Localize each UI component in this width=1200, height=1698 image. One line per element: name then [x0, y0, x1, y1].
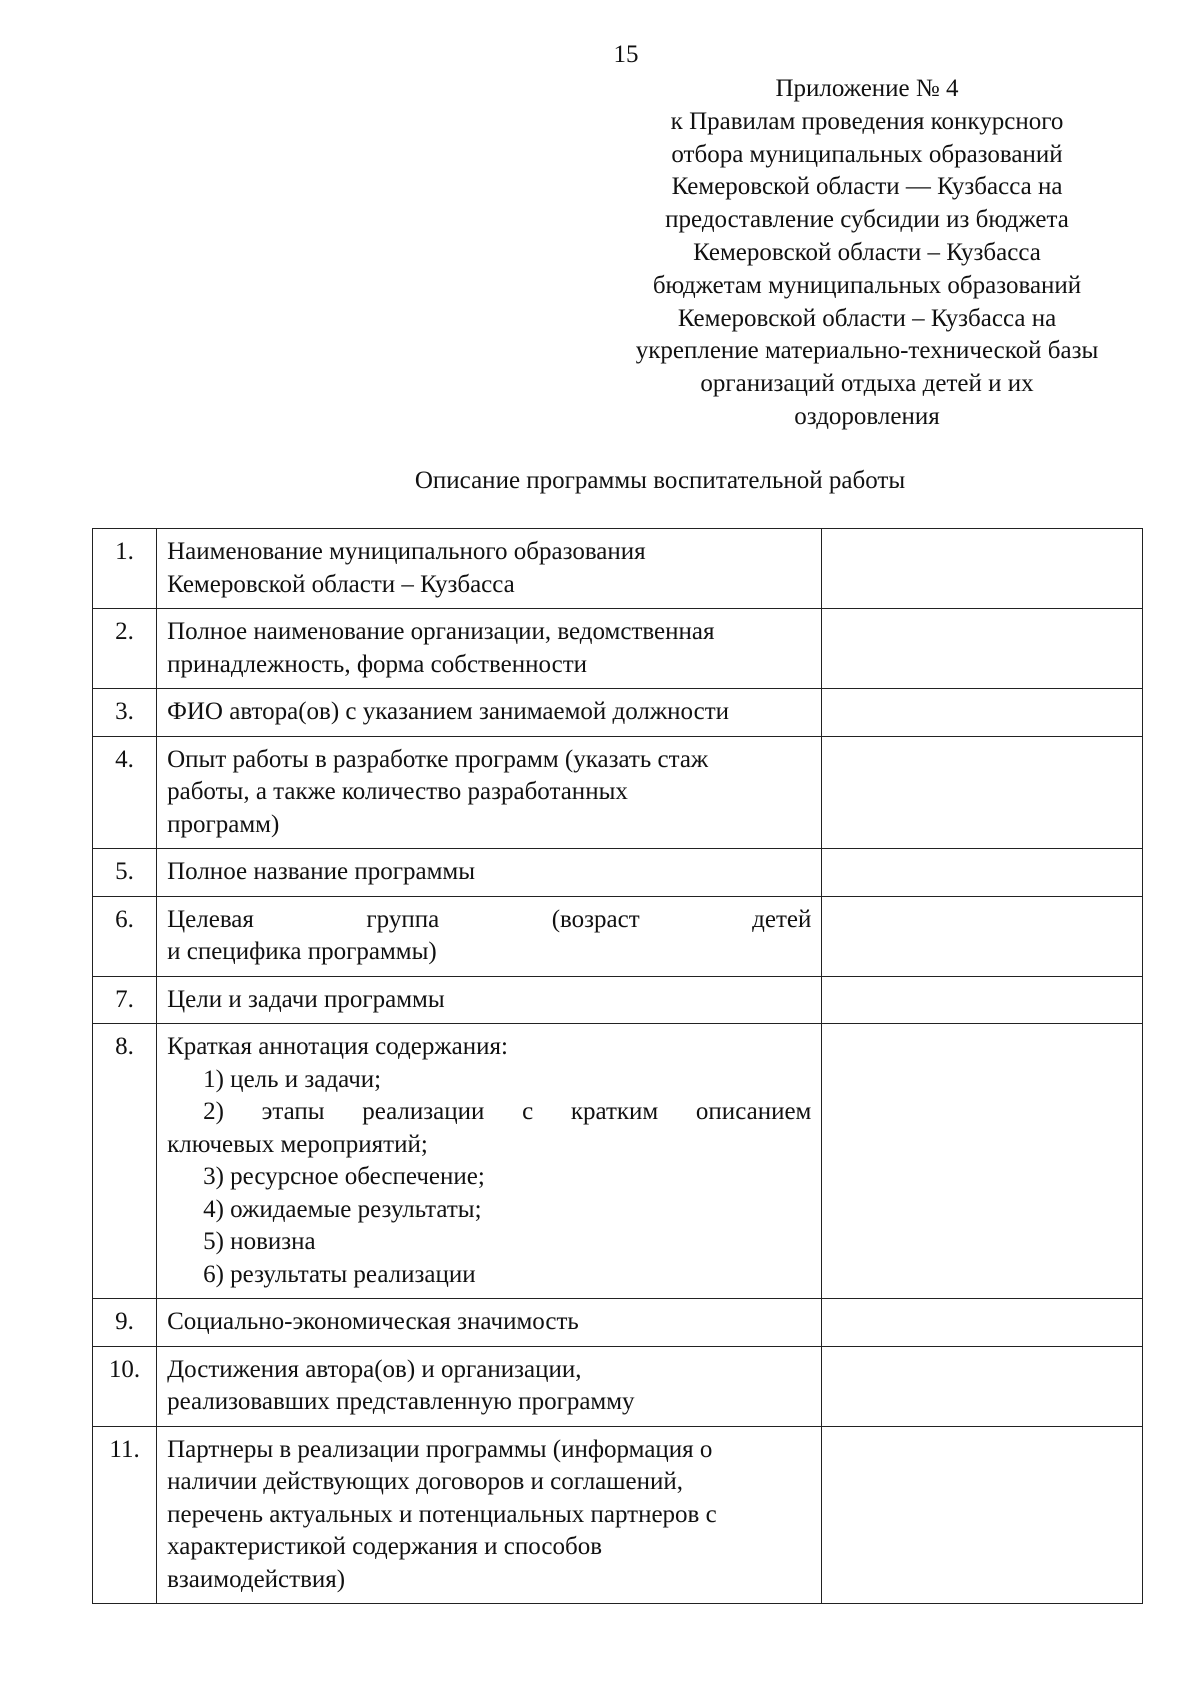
- row-value-cell: [822, 1299, 1143, 1347]
- row-description-line: Наименование муниципального образования: [167, 538, 646, 565]
- table-row: [93, 736, 1143, 849]
- row-description-line: Полное название программы: [167, 858, 476, 885]
- row-value-cell: [822, 976, 1143, 1024]
- row-value-cell: [822, 609, 1143, 689]
- annex-line: предоставление субсидии из бюджета: [665, 206, 1069, 234]
- row-value-cell: [822, 896, 1143, 976]
- row-number: 9.: [93, 1299, 157, 1347]
- justified-word: группа: [366, 905, 440, 933]
- table-row: [93, 1299, 1143, 1347]
- table-row: [93, 976, 1143, 1024]
- annex-line: Кемеровской области – Кузбасса на: [677, 304, 1057, 332]
- annotation-list-item: 3) ресурсное обеспечение;: [203, 1163, 485, 1190]
- document-title: Описание программы воспитательной работы: [414, 467, 906, 494]
- row-value-cell: [822, 689, 1143, 737]
- table-row: [93, 689, 1143, 737]
- annotation-list-item: 2) этапы реализации с кратким описанием: [203, 1098, 812, 1125]
- row-value-cell: [822, 1346, 1143, 1426]
- row-value-cell: [822, 1024, 1143, 1299]
- row-description-line: Достижения автора(ов) и организации,: [167, 1355, 582, 1383]
- annex-line: к Правилам проведения конкурсного: [670, 107, 1064, 135]
- row-description-line: характеристикой содержания и способов: [167, 1533, 603, 1560]
- row-description-line: перечень актуальных и потенциальных партнеров с: [167, 1500, 717, 1528]
- row-description-line: Краткая аннотация содержания:: [167, 1033, 508, 1060]
- row-number: 5.: [93, 849, 157, 897]
- table-row: [93, 849, 1143, 897]
- table-row: [93, 1426, 1143, 1604]
- row-number: 2.: [93, 609, 157, 689]
- annotation-list-item: 5) новизна: [203, 1228, 316, 1255]
- row-description-line: ФИО автора(ов) с указанием занимаемой должности: [167, 698, 730, 725]
- row-description-line: программ): [167, 810, 280, 838]
- row-value-cell: [822, 849, 1143, 897]
- row-description: [157, 1024, 822, 1299]
- row-description-line: принадлежность, форма собственности: [167, 650, 588, 678]
- row-value-cell: [822, 1426, 1143, 1604]
- annex-line: Приложение № 4: [775, 75, 959, 102]
- justified-word: детей: [752, 905, 812, 933]
- program-description-table: [92, 528, 1143, 1604]
- row-description: [157, 1346, 822, 1426]
- row-number: 8.: [93, 1024, 157, 1299]
- table-row: [93, 609, 1143, 689]
- annex-line: Кемеровской области – Кузбасса: [693, 238, 1041, 266]
- page-number: 15: [613, 41, 639, 68]
- annotation-list-item: 4) ожидаемые результаты;: [203, 1195, 482, 1223]
- row-number: 4.: [93, 736, 157, 849]
- row-description: [157, 849, 822, 897]
- justified-word: Целевая: [167, 905, 254, 933]
- annex-line: отбора муниципальных образований: [671, 140, 1063, 168]
- annotation-list-item: 1) цель и задачи;: [203, 1065, 382, 1093]
- row-number: 6.: [93, 896, 157, 976]
- row-description-line: взаимодействия): [167, 1565, 346, 1593]
- row-description-line: и специфика программы): [167, 938, 437, 965]
- annex-header: [597, 73, 1137, 434]
- annotation-list-continuation: ключевых мероприятий;: [167, 1130, 428, 1158]
- row-description-line: Кемеровской области – Кузбасса: [167, 570, 515, 598]
- row-number: 11.: [93, 1426, 157, 1604]
- table-row: [93, 1024, 1143, 1299]
- row-description-line: реализовавших представленную программу: [167, 1388, 635, 1415]
- row-description: [157, 1426, 822, 1604]
- table-row: [93, 529, 1143, 609]
- table-row: [93, 896, 1143, 976]
- row-description-line: Социально-экономическая значимость: [167, 1308, 579, 1335]
- row-description: [157, 529, 822, 609]
- annex-line: бюджетам муниципальных образований: [652, 271, 1082, 299]
- row-description: [157, 976, 822, 1024]
- annex-line: организаций отдыха детей и их: [700, 370, 1034, 398]
- table-row: [93, 1346, 1143, 1426]
- row-description-line: работы, а также количество разработанных: [167, 778, 628, 805]
- justified-word: (возраст: [551, 905, 640, 933]
- row-number: 7.: [93, 976, 157, 1024]
- row-description: [157, 736, 822, 849]
- row-description-line: Полное наименование организации, ведомственная: [167, 618, 715, 645]
- annex-line: укрепление материально-технической базы: [635, 337, 1099, 365]
- row-description: [157, 1299, 822, 1347]
- row-description-line: наличии действующих договоров и соглашений,: [167, 1468, 684, 1495]
- row-description: [157, 689, 822, 737]
- row-description: [157, 896, 822, 976]
- row-description-justified-line: [167, 904, 811, 937]
- row-number: 3.: [93, 689, 157, 737]
- row-description-line: Цели и задачи программы: [167, 985, 445, 1013]
- row-description-line: Опыт работы в разработке программ (указать стаж: [167, 745, 709, 773]
- row-description-line: Партнеры в реализации программы (информация о: [167, 1435, 713, 1463]
- row-number: 1.: [93, 529, 157, 609]
- annex-line: Кемеровской области — Кузбасса на: [671, 173, 1063, 201]
- annotation-list-item: 6) результаты реализации: [203, 1260, 476, 1288]
- row-value-cell: [822, 529, 1143, 609]
- row-value-cell: [822, 736, 1143, 849]
- annex-line: оздоровления: [794, 402, 940, 430]
- row-number: 10.: [93, 1346, 157, 1426]
- row-description: [157, 609, 822, 689]
